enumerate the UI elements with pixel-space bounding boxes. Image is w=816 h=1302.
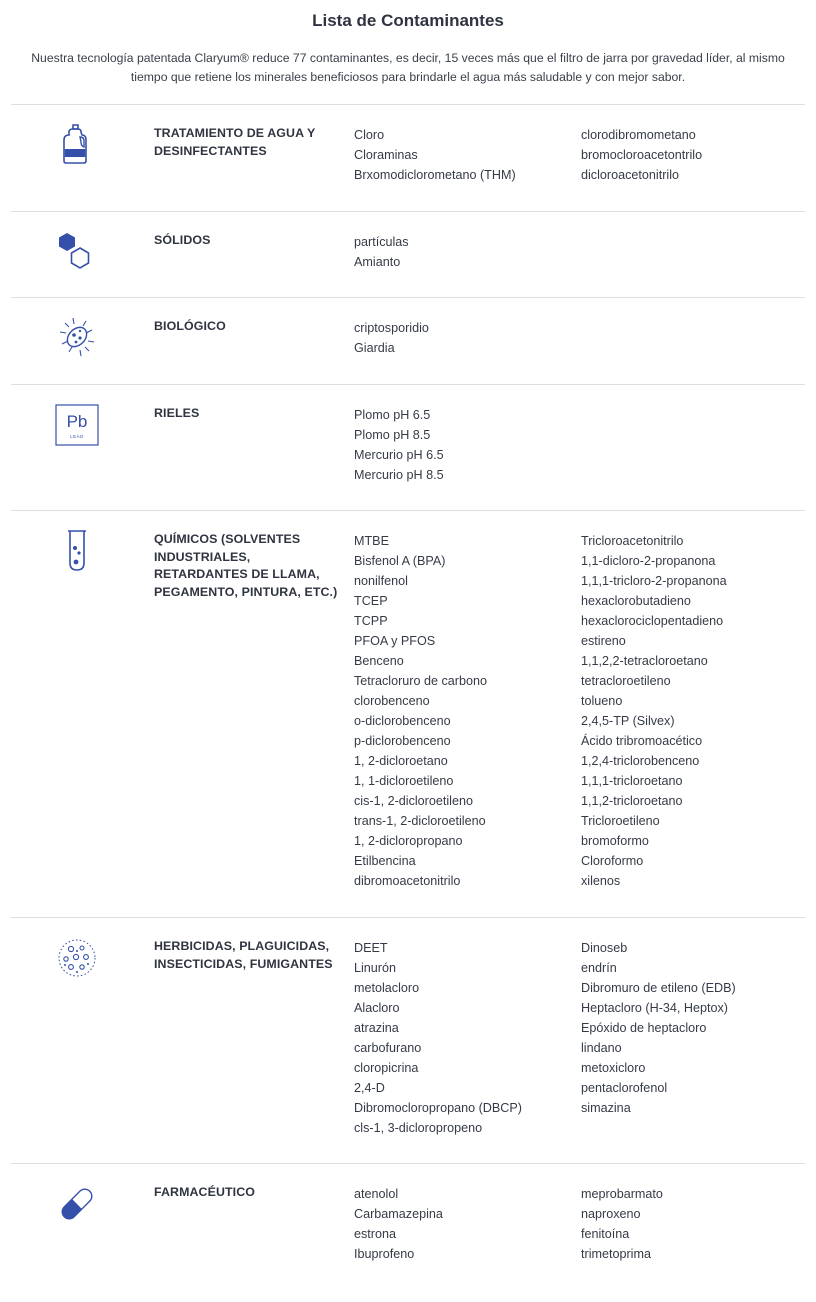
list-item: Mercurio pH 8.5 bbox=[354, 468, 444, 482]
list-item: Tricloroacetonitrilo bbox=[581, 534, 684, 548]
list-item: o-diclorobenceno bbox=[354, 714, 451, 728]
list-item: Giardia bbox=[354, 341, 395, 355]
list-item: Plomo pH 6.5 bbox=[354, 408, 431, 422]
list-item: simazina bbox=[581, 1101, 631, 1115]
list-item: 1, 2-dicloroetano bbox=[354, 754, 448, 768]
list-item: Benceno bbox=[354, 654, 404, 668]
list-item: 1,1,2,2-tetracloroetano bbox=[581, 654, 708, 668]
contaminant-list bbox=[354, 405, 574, 485]
list-item: meprobarmato bbox=[581, 1187, 663, 1201]
category-row bbox=[11, 511, 805, 918]
category-name: TRATAMIENTO DE AGUA Y DESINFECTANTES bbox=[154, 126, 316, 158]
list-item: Tetracloruro de carbono bbox=[354, 674, 488, 688]
hexagons-icon bbox=[51, 230, 103, 278]
list-item: Linurón bbox=[354, 961, 397, 975]
list-item: atenolol bbox=[354, 1187, 399, 1201]
list-item: metolacloro bbox=[354, 981, 420, 995]
list-item: 1, 2-dicloropropano bbox=[354, 834, 463, 848]
category-row bbox=[11, 212, 805, 298]
contaminant-list bbox=[581, 125, 811, 185]
list-item: Etilbencina bbox=[354, 854, 416, 868]
list-item: trimetoprima bbox=[581, 1247, 651, 1261]
list-item: fenitoína bbox=[581, 1227, 630, 1241]
category-row bbox=[11, 1164, 805, 1289]
list-item: MTBE bbox=[354, 534, 389, 548]
lead-element-icon bbox=[51, 404, 103, 452]
list-item: Dibromuro de etileno (EDB) bbox=[581, 981, 736, 995]
list-item: criptosporidio bbox=[354, 321, 429, 335]
list-item: Carbamazepina bbox=[354, 1207, 443, 1221]
category-row bbox=[11, 105, 805, 212]
list-item: Tricloroetileno bbox=[581, 814, 660, 828]
list-item: Cloraminas bbox=[354, 148, 418, 162]
list-item: metoxicloro bbox=[581, 1061, 646, 1075]
list-item: Dinoseb bbox=[581, 941, 628, 955]
list-item: Amianto bbox=[354, 255, 401, 269]
list-item: xilenos bbox=[581, 874, 621, 888]
list-item: Cloro bbox=[354, 128, 385, 142]
contaminant-list bbox=[354, 938, 574, 1138]
list-item: 1, 1-dicloroetileno bbox=[354, 774, 454, 788]
contaminant-list bbox=[354, 531, 574, 891]
list-item: Ibuprofeno bbox=[354, 1247, 415, 1261]
list-item: 1,1,1-tricloro-2-propanona bbox=[581, 574, 727, 588]
list-item: 2,4-D bbox=[354, 1081, 385, 1095]
page-title: Lista de Contaminantes bbox=[312, 11, 504, 30]
list-item: bromocloroacetontrilo bbox=[581, 148, 703, 162]
list-item: DEET bbox=[354, 941, 388, 955]
list-item: tolueno bbox=[581, 694, 623, 708]
list-item: Ácido tribromoacético bbox=[581, 734, 703, 748]
contaminant-list bbox=[354, 1184, 574, 1264]
list-item: TCPP bbox=[354, 614, 388, 628]
intro-text: Nuestra tecnología patentada Claryum® reduce 77 contaminantes, es decir, 15 veces más que el filtro de jarra por gravedad líder, al mismo tiempo que retiene los minerales beneficiosos para brindarle el agua más saludable y con mejor sabor. bbox=[31, 51, 785, 84]
list-item: Dibromocloropropano (DBCP) bbox=[354, 1101, 522, 1115]
list-item: 1,1,1-tricloroetano bbox=[581, 774, 683, 788]
category-row bbox=[11, 918, 805, 1164]
list-item: 2,4,5-TP (Silvex) bbox=[581, 714, 675, 728]
list-item: PFOA y PFOS bbox=[354, 634, 436, 648]
list-item: trans-1, 2-dicloroetileno bbox=[354, 814, 486, 828]
list-item: clorodibromometano bbox=[581, 128, 696, 142]
contaminant-list bbox=[581, 938, 811, 1118]
list-item: hexaclorociclopentadieno bbox=[581, 614, 724, 628]
lead-symbol: Pb bbox=[66, 412, 88, 431]
contaminant-list bbox=[354, 318, 574, 358]
pesticide-particles-icon bbox=[51, 936, 103, 984]
list-item: hexaclorobutadieno bbox=[581, 594, 691, 608]
contaminant-list bbox=[581, 531, 811, 891]
bleach-bottle-icon bbox=[51, 123, 103, 171]
category-name: QUÍMICOS (SOLVENTES INDUSTRIALES, RETARDANTES DE LLAMA, PEGAMENTO, PINTURA, ETC.) bbox=[154, 532, 338, 599]
list-item: TCEP bbox=[354, 594, 388, 608]
list-item: estrona bbox=[354, 1227, 397, 1241]
category-name: HERBICIDAS, PLAGUICIDAS, INSECTICIDAS, FUMIGANTES bbox=[154, 939, 333, 971]
pill-capsule-icon bbox=[51, 1182, 103, 1230]
list-item: tetracloroetileno bbox=[581, 674, 671, 688]
list-item: endrín bbox=[581, 961, 617, 975]
list-item: atrazina bbox=[354, 1021, 399, 1035]
list-item: dicloroacetonitrilo bbox=[581, 168, 680, 182]
contaminant-list bbox=[581, 1184, 811, 1264]
list-item: cloropicrina bbox=[354, 1061, 419, 1075]
category-row bbox=[11, 298, 805, 385]
list-item: cls-1, 3-dicloropropeno bbox=[354, 1121, 483, 1135]
category-row bbox=[11, 385, 805, 511]
list-item: Epóxido de heptacloro bbox=[581, 1021, 707, 1035]
category-name: BIOLÓGICO bbox=[154, 319, 226, 333]
category-name: FARMACÉUTICO bbox=[154, 1185, 256, 1199]
list-item: dibromoacetonitrilo bbox=[354, 874, 461, 888]
list-item: clorobenceno bbox=[354, 694, 430, 708]
list-item: lindano bbox=[581, 1041, 622, 1055]
list-item: Mercurio pH 6.5 bbox=[354, 448, 444, 462]
list-item: partículas bbox=[354, 235, 409, 249]
list-item: Heptacloro (H-34, Heptox) bbox=[581, 1001, 728, 1015]
list-item: p-diclorobenceno bbox=[354, 734, 451, 748]
list-item: Brxomodiclorometano (THM) bbox=[354, 168, 516, 182]
list-item: cis-1, 2-dicloroetileno bbox=[354, 794, 473, 808]
list-item: naproxeno bbox=[581, 1207, 641, 1221]
test-tube-icon bbox=[51, 529, 103, 577]
contaminant-list bbox=[354, 125, 574, 185]
list-item: Bisfenol A (BPA) bbox=[354, 554, 446, 568]
list-item: nonilfenol bbox=[354, 574, 408, 588]
list-item: estireno bbox=[581, 634, 626, 648]
list-item: Plomo pH 8.5 bbox=[354, 428, 431, 442]
list-item: Alacloro bbox=[354, 1001, 400, 1015]
list-item: 1,2,4-triclorobenceno bbox=[581, 754, 700, 768]
list-item: 1,1,2-tricloroetano bbox=[581, 794, 683, 808]
list-item: bromoformo bbox=[581, 834, 649, 848]
list-item: pentaclorofenol bbox=[581, 1081, 668, 1095]
category-name: RIELES bbox=[154, 406, 200, 420]
list-item: carbofurano bbox=[354, 1041, 422, 1055]
category-name: SÓLIDOS bbox=[154, 233, 211, 247]
list-item: Cloroformo bbox=[581, 854, 644, 868]
bacteria-icon bbox=[51, 315, 103, 363]
list-item: 1,1-dicloro-2-propanona bbox=[581, 554, 716, 568]
contaminant-list bbox=[354, 232, 574, 272]
lead-caption: LEAD bbox=[70, 434, 84, 439]
contaminant-table bbox=[11, 104, 805, 1289]
